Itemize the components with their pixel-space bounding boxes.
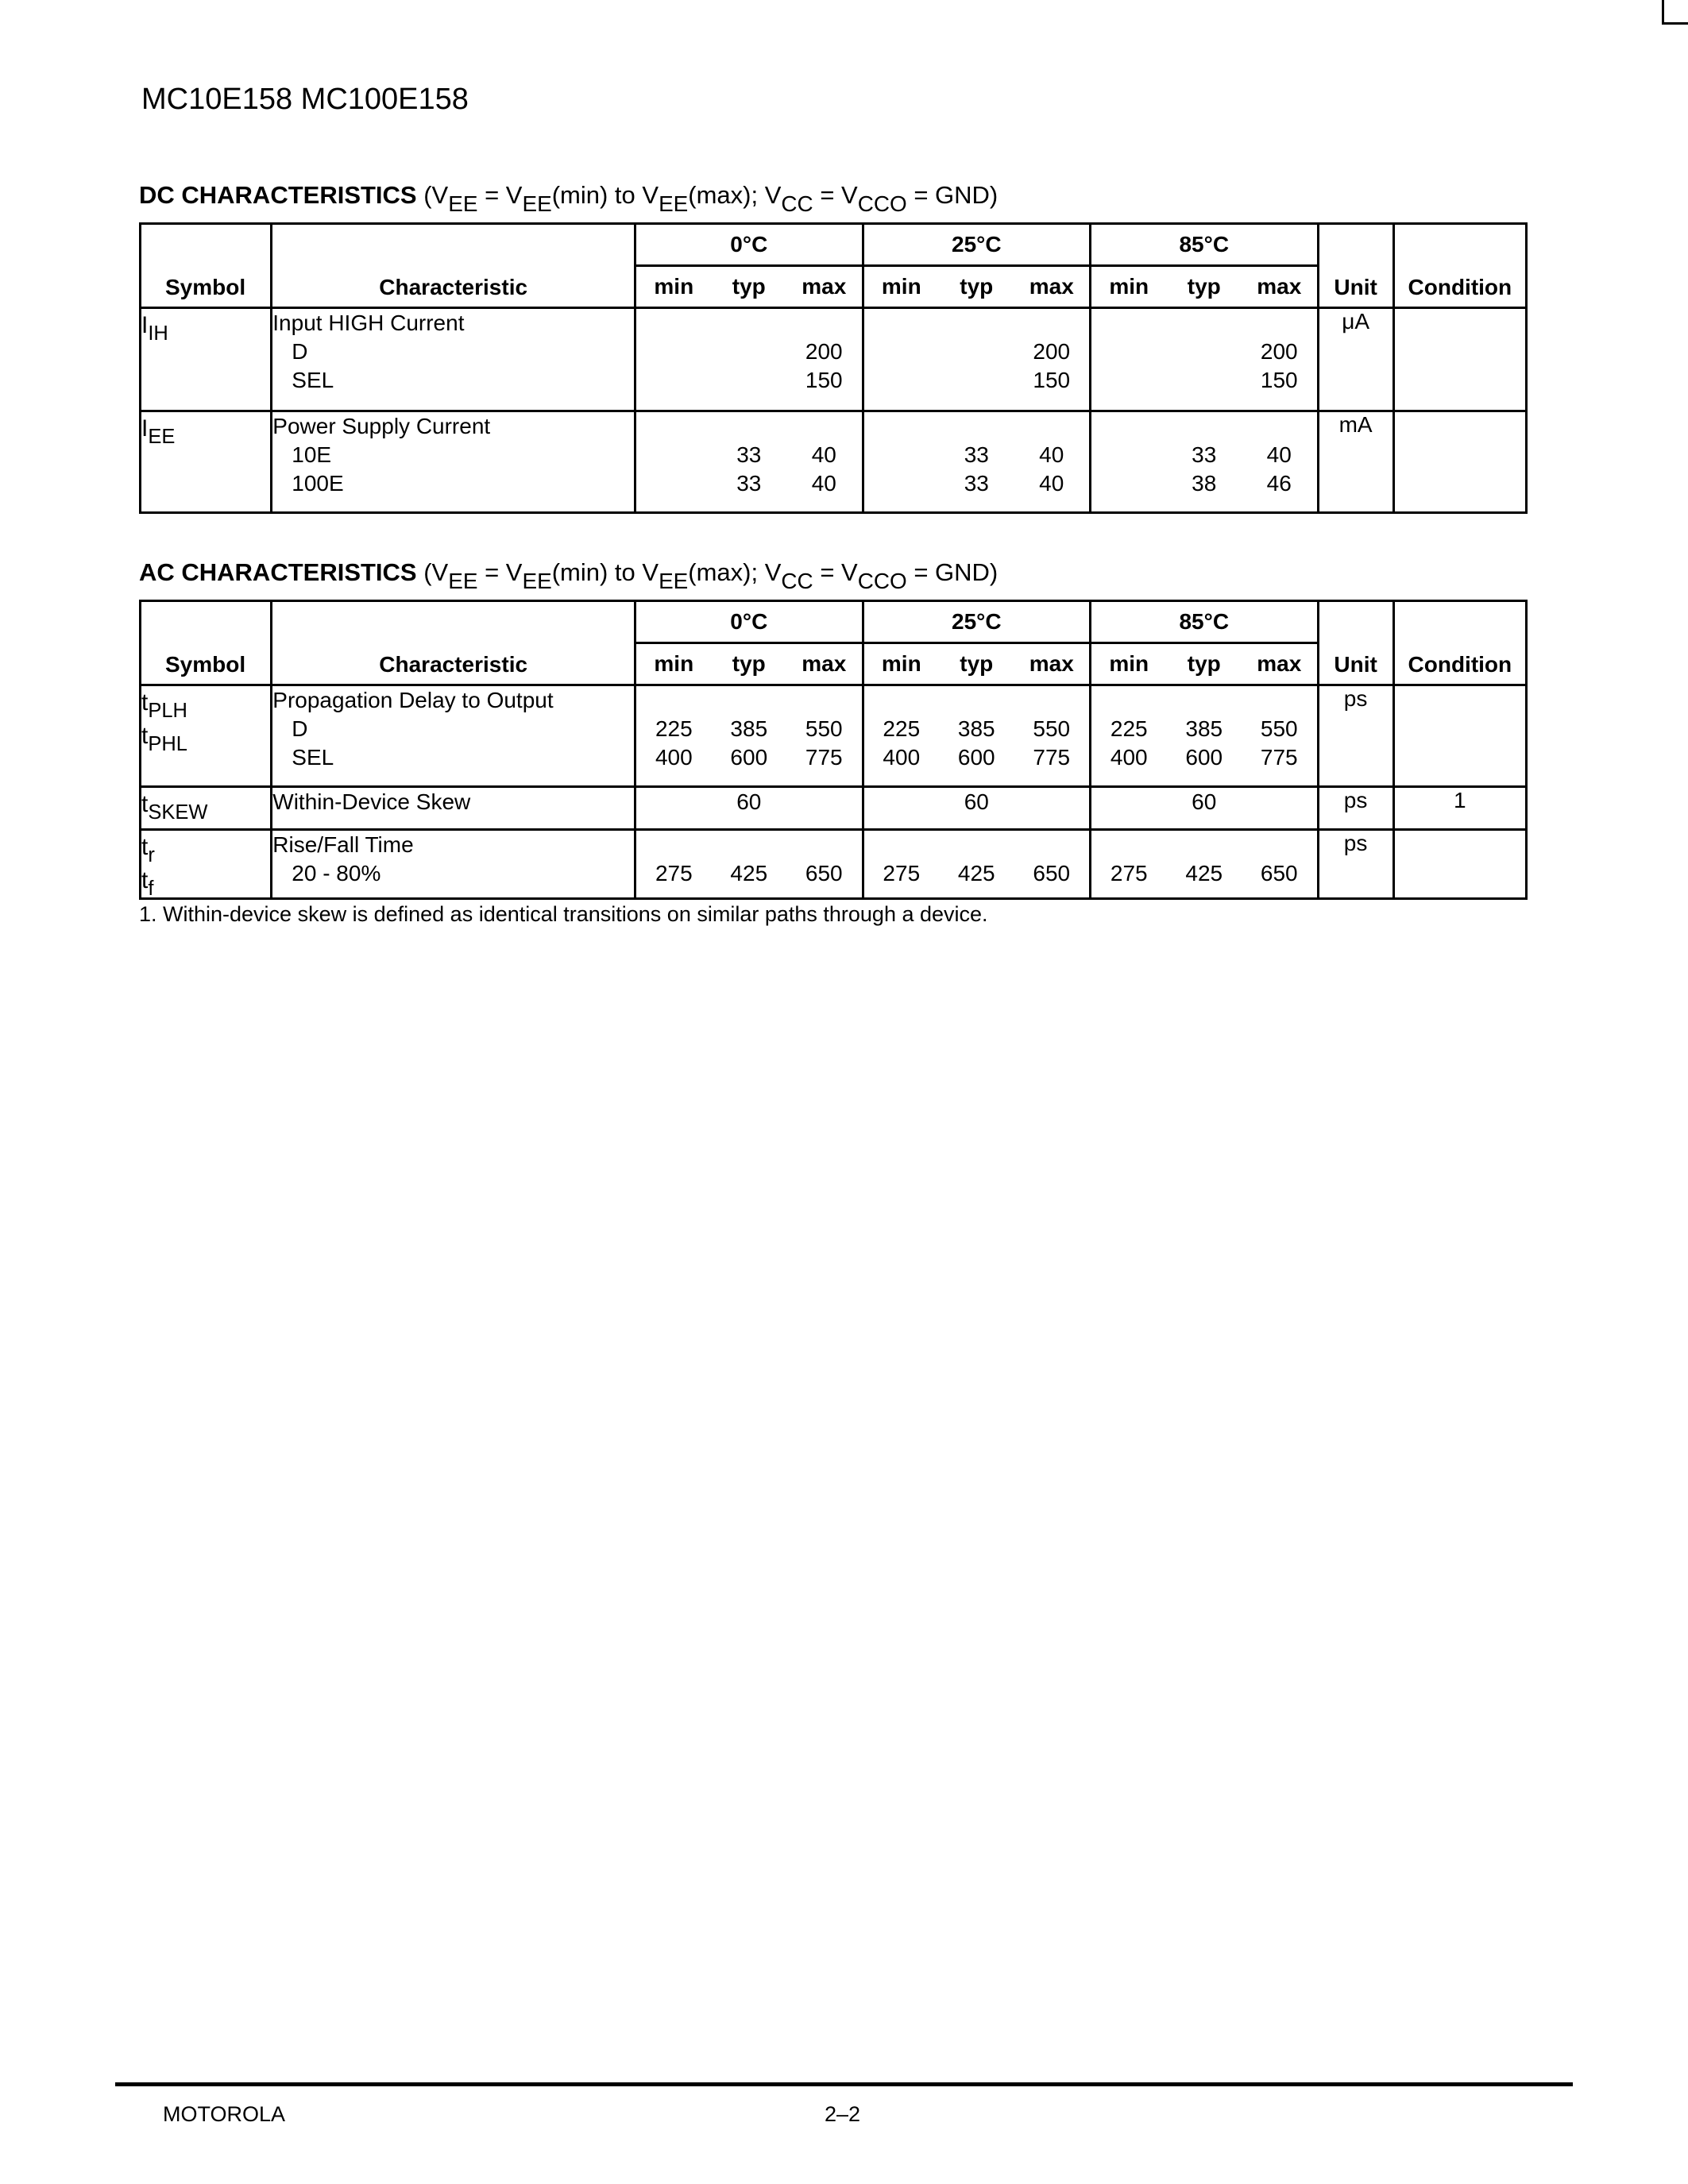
col-sub-min: min: [881, 274, 921, 299]
value-group: [863, 308, 1090, 411]
value-group: [1091, 685, 1318, 787]
symbol2-main: t: [141, 867, 149, 893]
table-row: [141, 411, 1527, 513]
col-temp: 85°C: [1091, 224, 1318, 266]
value-cell: 775: [805, 745, 843, 770]
col-temp: 0°C: [635, 601, 863, 643]
col-symbol: Symbol: [141, 224, 272, 308]
symbol2-sub: PHL: [148, 732, 187, 755]
value-cell: 33: [964, 442, 989, 467]
col-sub-group: [635, 643, 863, 685]
value-cell: [939, 366, 1014, 395]
value-cell: 33: [964, 471, 989, 496]
symbol-cell: [141, 411, 272, 513]
characteristic-cell: [272, 411, 635, 513]
value-cell: [712, 366, 786, 395]
col-sub-min: min: [1109, 274, 1149, 299]
characteristic-title: Propagation Delay to Output: [272, 688, 554, 712]
ac-section-title: AC CHARACTERISTICS ($V_{EE} = V_{EE}(\min)$ to $V_{EE}(\max)$; $V_{CC} = V_{CCO} = GND$): [139, 558, 999, 593]
col-sub-group: [635, 266, 863, 308]
value-group: [863, 411, 1090, 513]
value-cell: 385: [1185, 716, 1223, 741]
characteristic-sub-label: 10E: [292, 442, 332, 467]
col-temp: 0°C: [635, 224, 863, 266]
value-cell: 40: [1039, 471, 1064, 496]
symbol2-main: t: [141, 723, 149, 749]
page-title: MC10E158 MC100E158: [141, 83, 469, 116]
col-sub-typ: typ: [960, 651, 994, 676]
footnote: 1. Within-device skew is defined as identical transitions on similar paths through a device.: [139, 902, 988, 926]
value-cell: [864, 469, 939, 498]
value-group: [635, 787, 863, 830]
value-cell: 60: [964, 789, 989, 814]
col-unit: Unit: [1318, 601, 1393, 685]
unit-cell: ps: [1318, 787, 1393, 830]
characteristic-sub-label: SEL: [292, 368, 334, 392]
symbol-sub: EE: [148, 425, 176, 448]
unit-cell: ps: [1318, 830, 1393, 899]
col-sub-group: [1091, 266, 1318, 308]
value-cell: 550: [1260, 716, 1298, 741]
table-row: [141, 308, 1527, 411]
value-cell: 200: [1260, 339, 1298, 364]
col-temp: 25°C: [863, 601, 1090, 643]
value-group: [863, 685, 1090, 787]
value-cell: 400: [655, 745, 693, 770]
col-condition: Condition: [1393, 224, 1526, 308]
col-sub-typ: typ: [732, 651, 766, 676]
value-cell: 150: [1260, 368, 1298, 392]
characteristic-title: Input HIGH Current: [272, 311, 465, 335]
page-number: 2–2: [825, 2102, 861, 2126]
col-sub-max: max: [1257, 274, 1302, 299]
dc-section-title: DC CHARACTERISTICS ($V_{EE} = V_{EE}(\min)$ to $V_{EE}(\max)$; $V_{CC} = V_{CCO} = GND$): [139, 181, 999, 216]
value-cell: [1242, 788, 1316, 816]
col-characteristic: Characteristic: [272, 224, 635, 308]
col-sub-min: min: [654, 274, 694, 299]
value-cell: [1091, 366, 1166, 395]
condition-cell: 1: [1393, 787, 1526, 830]
value-cell: [864, 441, 939, 469]
value-cell: [864, 338, 939, 366]
characteristic-title: Rise/Fall Time: [272, 832, 414, 857]
characteristic-cell: [272, 308, 635, 411]
value-cell: 385: [957, 716, 995, 741]
value-group: [635, 830, 863, 899]
col-symbol: Symbol: [141, 601, 272, 685]
value-cell: 600: [730, 745, 768, 770]
symbol-cell: [141, 308, 272, 411]
col-condition: Condition: [1393, 601, 1526, 685]
value-cell: 200: [805, 339, 843, 364]
col-sub-min: min: [654, 651, 694, 676]
value-cell: 400: [1110, 745, 1148, 770]
symbol-cell: [141, 787, 272, 830]
col-sub-min: min: [881, 651, 921, 676]
symbol-sub: PLH: [148, 699, 187, 722]
value-cell: 33: [736, 471, 762, 496]
value-cell: [636, 788, 711, 816]
value-cell: 550: [1033, 716, 1071, 741]
characteristic-cell: [272, 685, 635, 787]
value-cell: 33: [1192, 442, 1217, 467]
symbol2-sub: f: [148, 877, 154, 900]
symbol-sub: SKEW: [148, 801, 208, 824]
col-sub-max: max: [1257, 651, 1302, 676]
value-cell: [1014, 788, 1089, 816]
characteristic-sub-label: 100E: [292, 471, 344, 496]
col-sub-group: [1091, 643, 1318, 685]
value-group: [863, 830, 1090, 899]
value-cell: 650: [1260, 861, 1298, 886]
crop-mark: [1662, 0, 1688, 25]
value-cell: [1167, 366, 1242, 395]
value-cell: 775: [1033, 745, 1071, 770]
value-group: [1091, 308, 1318, 411]
col-sub-max: max: [802, 274, 847, 299]
value-cell: [1091, 441, 1166, 469]
footer-brand: MOTOROLA: [163, 2102, 286, 2126]
value-cell: 60: [1192, 789, 1217, 814]
value-cell: 40: [1266, 442, 1292, 467]
col-temp: 25°C: [863, 224, 1090, 266]
col-sub-max: max: [802, 651, 847, 676]
value-cell: [864, 788, 939, 816]
col-sub-max: max: [1029, 274, 1074, 299]
symbol-main: t: [141, 689, 149, 716]
value-cell: 40: [811, 471, 836, 496]
value-group: [635, 685, 863, 787]
value-cell: [1167, 338, 1242, 366]
value-cell: 150: [1033, 368, 1071, 392]
dc-title-label: DC CHARACTERISTICS: [139, 181, 417, 209]
col-characteristic: Characteristic: [272, 601, 635, 685]
col-sub-min: min: [1109, 651, 1149, 676]
characteristic-cell: [272, 787, 635, 830]
col-sub-typ: typ: [960, 274, 994, 299]
unit-cell: ps: [1318, 685, 1393, 787]
col-sub-group: [863, 643, 1090, 685]
characteristic-title: Power Supply Current: [272, 414, 491, 438]
value-cell: [1091, 788, 1166, 816]
value-cell: [636, 366, 711, 395]
value-cell: 275: [1110, 861, 1148, 886]
symbol-main: t: [141, 834, 149, 860]
ac-characteristics-table: [139, 600, 1528, 900]
header-row-temps: [141, 224, 1527, 266]
condition-cell: [1393, 411, 1526, 513]
symbol-sub: r: [148, 843, 155, 866]
value-cell: 275: [883, 861, 921, 886]
value-group: [1091, 787, 1318, 830]
condition-cell: [1393, 308, 1526, 411]
dc-characteristics-table: [139, 222, 1528, 514]
value-cell: [636, 338, 711, 366]
characteristic-title: Within-Device Skew: [272, 789, 471, 814]
value-cell: 46: [1266, 471, 1292, 496]
value-cell: [636, 441, 711, 469]
symbol-main: I: [141, 312, 149, 338]
value-cell: 550: [805, 716, 843, 741]
value-group: [1091, 830, 1318, 899]
col-sub-max: max: [1029, 651, 1074, 676]
condition-cell: [1393, 685, 1526, 787]
value-cell: [1091, 469, 1166, 498]
unit-cell: μA: [1318, 308, 1393, 411]
value-group: [635, 308, 863, 411]
ac-title-label: AC CHARACTERISTICS: [139, 558, 417, 586]
unit-cell: mA: [1318, 411, 1393, 513]
value-cell: 40: [811, 442, 836, 467]
value-cell: 425: [1185, 861, 1223, 886]
table-row: [141, 685, 1527, 787]
characteristic-sub-label: D: [292, 339, 308, 364]
value-cell: 33: [736, 442, 762, 467]
value-cell: [864, 366, 939, 395]
value-cell: 775: [1260, 745, 1298, 770]
value-cell: 60: [736, 789, 762, 814]
table-row: [141, 830, 1527, 899]
value-group: [1091, 411, 1318, 513]
col-sub-group: [863, 266, 1090, 308]
value-cell: 40: [1039, 442, 1064, 467]
value-cell: 385: [730, 716, 768, 741]
value-cell: 425: [730, 861, 768, 886]
characteristic-sub-label: 20 - 80%: [292, 861, 381, 886]
value-group: [635, 411, 863, 513]
symbol-cell: [141, 685, 272, 787]
value-cell: [1091, 338, 1166, 366]
col-sub-typ: typ: [732, 274, 766, 299]
value-cell: [712, 338, 786, 366]
value-cell: 150: [805, 368, 843, 392]
value-cell: 225: [883, 716, 921, 741]
value-group: [863, 787, 1090, 830]
col-unit: Unit: [1318, 224, 1393, 308]
header-row-temps: [141, 601, 1527, 643]
value-cell: [939, 338, 1014, 366]
symbol-sub: IH: [148, 322, 168, 345]
col-temp: 85°C: [1091, 601, 1318, 643]
value-cell: 650: [805, 861, 843, 886]
symbol-main: I: [141, 415, 149, 442]
value-cell: 225: [1110, 716, 1148, 741]
value-cell: [636, 469, 711, 498]
symbol-cell: [141, 830, 272, 899]
symbol-main: t: [141, 791, 149, 817]
characteristic-sub-label: SEL: [292, 745, 334, 770]
condition-cell: [1393, 830, 1526, 899]
value-cell: 275: [655, 861, 693, 886]
value-cell: 400: [883, 745, 921, 770]
characteristic-sub-label: D: [292, 716, 308, 741]
characteristic-cell: [272, 830, 635, 899]
value-cell: 225: [655, 716, 693, 741]
col-sub-typ: typ: [1187, 274, 1221, 299]
value-cell: 425: [957, 861, 995, 886]
table-row: [141, 787, 1527, 830]
value-cell: 600: [957, 745, 995, 770]
footer-rule: [115, 2082, 1573, 2086]
value-cell: 200: [1033, 339, 1071, 364]
value-cell: 38: [1192, 471, 1217, 496]
value-cell: 650: [1033, 861, 1071, 886]
value-cell: [786, 788, 861, 816]
value-cell: 600: [1185, 745, 1223, 770]
col-sub-typ: typ: [1187, 651, 1221, 676]
